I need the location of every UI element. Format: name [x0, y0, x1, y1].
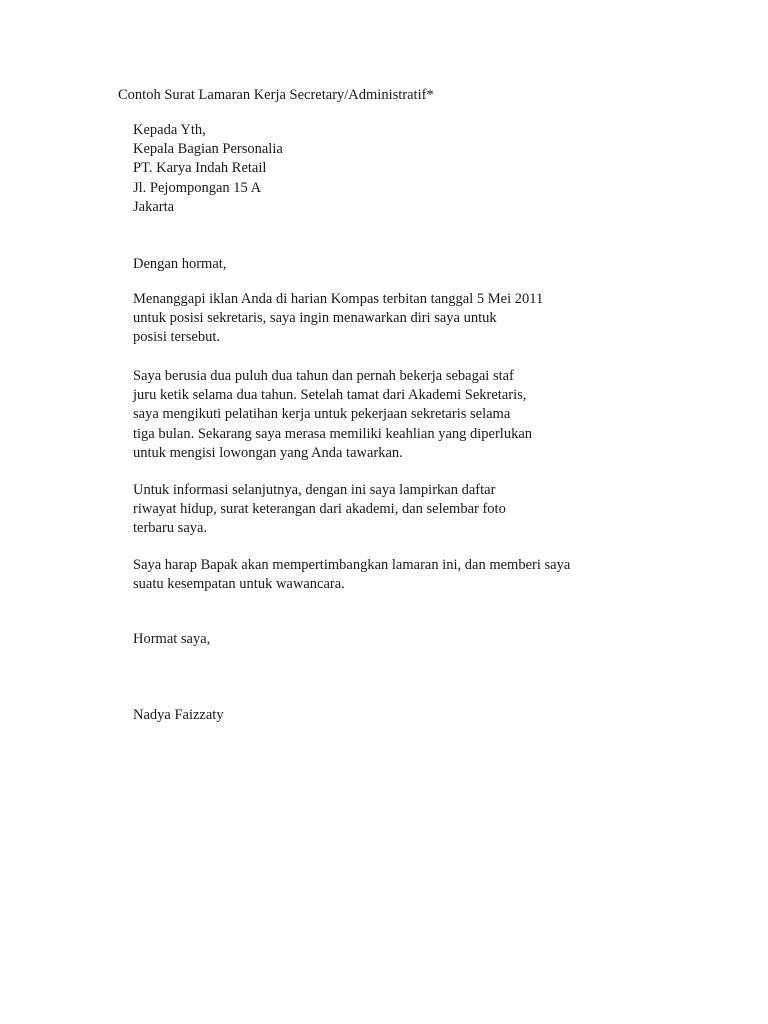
paragraph-line: Saya harap Bapak akan mempertimbangkan lamaran ini, dan memberi saya — [133, 557, 571, 573]
paragraph-line: posisi tersebut. — [133, 329, 220, 346]
recipient-line: Jl. Pejompongan 15 A — [133, 179, 262, 196]
document-title: Contoh Surat Lamaran Kerja Secretary/Administratif* — [118, 87, 434, 103]
salutation: Dengan hormat, — [133, 256, 227, 272]
recipient-line: Jakarta — [133, 198, 175, 215]
paragraph-line: Menanggapi iklan Anda di harian Kompas terbitan tanggal 5 Mei 2011 — [133, 291, 544, 307]
closing: Hormat saya, — [133, 631, 211, 647]
body-paragraph-1 — [133, 290, 543, 348]
paragraph-line: Saya berusia dua puluh dua tahun dan pernah bekerja sebagai staf — [133, 368, 514, 384]
recipient-line: Kepala Bagian Personalia — [133, 141, 283, 158]
paragraph-line: suatu kesempatan untuk wawancara. — [133, 576, 345, 593]
paragraph-line: untuk posisi sekretaris, saya ingin menawarkan diri saya untuk — [133, 310, 497, 327]
paragraph-line: riwayat hidup, surat keterangan dari akademi, dan selembar foto — [133, 501, 506, 518]
paragraph-line: juru ketik selama dua tahun. Setelah tamat dari Akademi Sekretaris, — [133, 387, 527, 404]
body-paragraph-3 — [133, 481, 506, 539]
body-paragraph-2 — [133, 367, 532, 463]
recipient-address — [133, 121, 283, 217]
signature-name: Nadya Faizzaty — [133, 707, 224, 723]
paragraph-line: Untuk informasi selanjutnya, dengan ini saya lampirkan daftar — [133, 482, 496, 498]
paragraph-line: tiga bulan. Sekarang saya merasa memiliki keahlian yang diperlukan — [133, 425, 533, 442]
paragraph-line: saya mengikuti pelatihan kerja untuk pekerjaan sekretaris selama — [133, 406, 511, 423]
recipient-line: PT. Karya Indah Retail — [133, 160, 267, 177]
body-paragraph-4 — [133, 556, 570, 594]
paragraph-line: untuk mengisi lowongan yang Anda tawarkan. — [133, 444, 403, 461]
paragraph-line: terbaru saya. — [133, 520, 208, 537]
recipient-line: Kepada Yth, — [133, 122, 206, 138]
